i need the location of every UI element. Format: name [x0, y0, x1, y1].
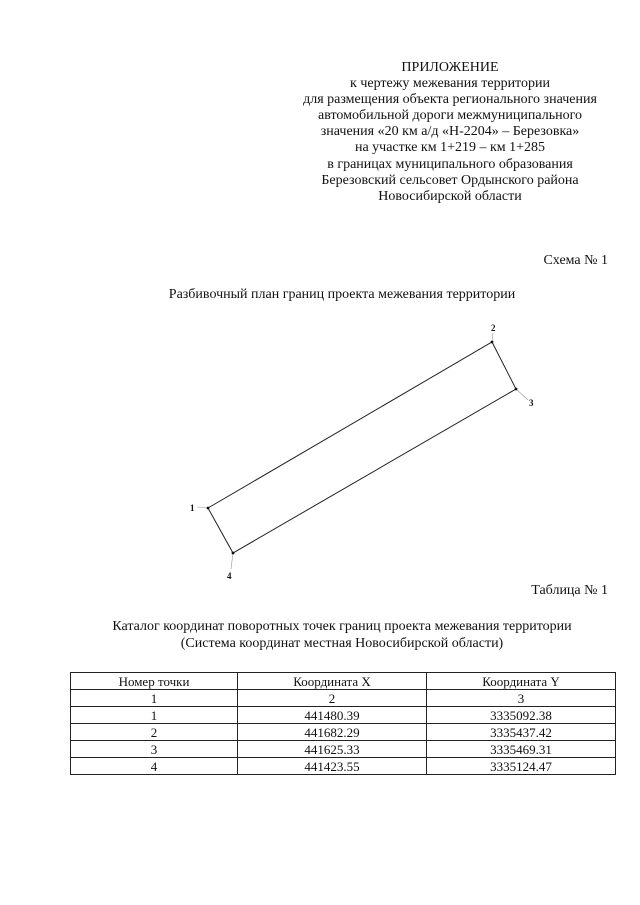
point-label-3: 3	[529, 398, 534, 408]
point-number-cell: 3	[71, 741, 238, 758]
coordinate-y-cell: 3335437.42	[427, 724, 616, 741]
appendix-line: к чертежу межевания территории	[350, 76, 550, 92]
scheme-number: Схема № 1	[543, 253, 608, 268]
catalog-title	[0, 619, 640, 652]
vertex-point-3	[515, 388, 518, 391]
coordinate-x-cell: 441480.39	[238, 707, 427, 724]
point-number-cell: 4	[71, 758, 238, 775]
boundary-plan-drawing	[0, 315, 640, 580]
catalog-title-line1: Каталог координат поворотных точек границ проекта межевания территории	[112, 619, 572, 634]
coordinate-y-cell: 3335469.31	[427, 741, 616, 758]
column-number: 3	[427, 690, 616, 707]
point-number-cell: 1	[71, 707, 238, 724]
appendix-line: автомобильной дороги межмуниципального	[318, 108, 582, 124]
coordinate-y-cell: 3335092.38	[427, 707, 616, 724]
point-label-4: 4	[227, 571, 232, 580]
table-column-numbers-row	[71, 690, 616, 707]
appendix-header	[270, 60, 630, 205]
vertex-point-4	[232, 552, 235, 555]
leader-line-3	[516, 389, 528, 400]
boundary-polygon	[208, 342, 516, 553]
header-point-number: Номер точки	[71, 673, 238, 690]
header-coordinate-x: Координата X	[238, 673, 427, 690]
coordinate-x-cell: 441423.55	[238, 758, 427, 775]
column-number: 2	[238, 690, 427, 707]
appendix-line: значения «20 км а/д «Н-2204» – Березовка»	[320, 124, 580, 140]
coordinate-y-cell: 3335124.47	[427, 758, 616, 775]
appendix-line: Березовский сельсовет Ордынского района	[321, 172, 579, 188]
plan-title: Разбивочный план границ проекта межевания территории	[168, 287, 516, 302]
point-label-2: 2	[491, 323, 496, 333]
leader-line-4	[231, 553, 233, 569]
coordinate-x-cell: 441682.29	[238, 724, 427, 741]
table-row	[71, 758, 616, 775]
column-number: 1	[71, 690, 238, 707]
vertex-point-1	[207, 507, 210, 510]
vertex-point-2	[491, 341, 494, 344]
leader-line-1	[197, 507, 208, 508]
table-row	[71, 741, 616, 758]
appendix-title: ПРИЛОЖЕНИЕ	[401, 60, 499, 75]
point-label-1: 1	[190, 503, 195, 513]
table-row	[71, 724, 616, 741]
header-coordinate-y: Координата Y	[427, 673, 616, 690]
table-number: Таблица № 1	[531, 583, 608, 598]
appendix-line: на участке км 1+219 – км 1+285	[354, 140, 546, 156]
catalog-title-line2: (Система координат местная Новосибирской области)	[180, 635, 504, 651]
table-header-row	[71, 673, 616, 690]
table-row	[71, 707, 616, 724]
coordinates-table	[70, 672, 616, 775]
point-number-cell: 2	[71, 724, 238, 741]
appendix-line: для размещения объекта регионального значения	[303, 92, 597, 108]
appendix-line: Новосибирской области	[378, 188, 522, 204]
coordinate-x-cell: 441625.33	[238, 741, 427, 758]
appendix-line: в границах муниципального образования	[327, 156, 573, 172]
